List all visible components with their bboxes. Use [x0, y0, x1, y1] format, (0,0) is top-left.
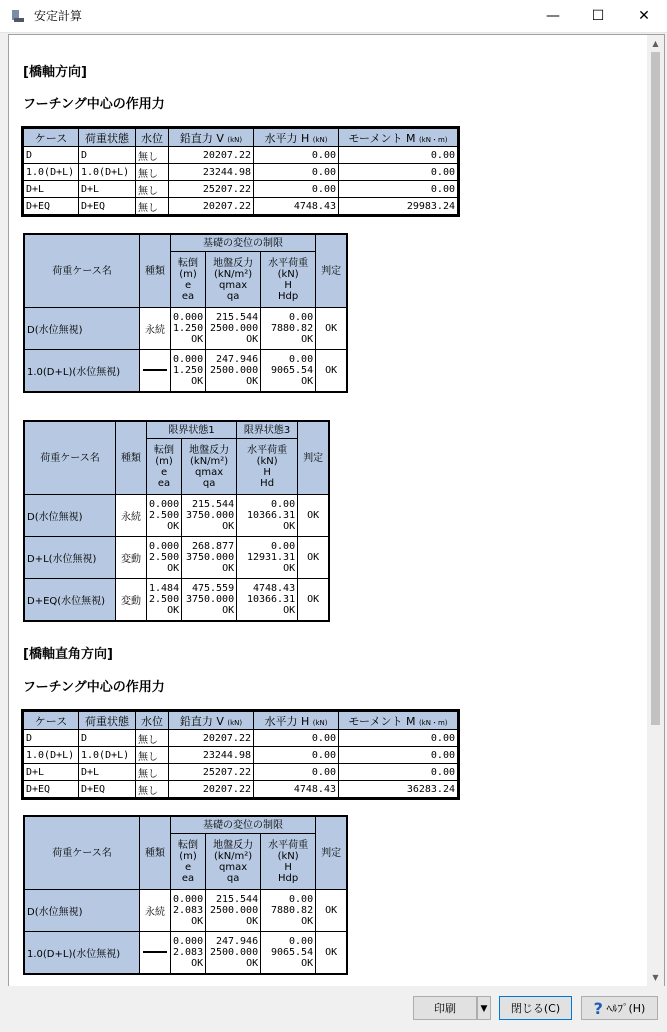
- force-cell: 無し: [136, 781, 169, 798]
- report-content[interactable]: [9, 35, 646, 986]
- force-cell: D: [79, 730, 136, 747]
- scroll-up-icon[interactable]: ▲: [652, 39, 659, 48]
- header-label: 水位: [141, 714, 163, 728]
- force-cell: 25207.22: [169, 764, 254, 781]
- value-cell: 0.000 2.500 OK: [147, 495, 182, 537]
- header-limit-state-3: 限界状態3: [237, 421, 298, 439]
- case-name-cell: 1.0(D+L)(水位無視): [24, 932, 140, 974]
- force-cell: 23244.98: [169, 747, 254, 764]
- table-row: [24, 730, 458, 747]
- force-cell: 0.00: [339, 181, 458, 198]
- header-judge: 判定: [316, 234, 348, 308]
- force-cell: 0.00: [339, 147, 458, 164]
- header-label: 水平力 H: [264, 131, 310, 145]
- value-cell: 0.000 2.083 OK: [171, 890, 206, 932]
- force-cell: 1.0(D+L): [79, 164, 136, 181]
- window-title: 安定計算: [34, 9, 83, 23]
- type-cell: 変動: [116, 537, 147, 579]
- force-header-cell: [24, 129, 79, 147]
- force-header-cell: [169, 129, 254, 147]
- type-cell: 永続: [140, 890, 171, 932]
- button-bar: [0, 986, 667, 1032]
- header-horizontal: 水平荷重 (kN) H Hdp: [261, 252, 316, 308]
- header-label: ケース: [34, 714, 68, 728]
- scroll-down-icon[interactable]: ▼: [652, 973, 659, 982]
- value-cell: 0.000 2.500 OK: [147, 537, 182, 579]
- table-row: [24, 181, 458, 198]
- type-cell: [140, 932, 171, 974]
- force-cell: 0.00: [339, 164, 458, 181]
- table-row: [24, 147, 458, 164]
- value-cell: 215.544 2500.000 OK: [206, 890, 261, 932]
- table-row: [24, 890, 347, 932]
- displacement-table-longitudinal: [23, 233, 348, 393]
- force-cell: 0.00: [254, 147, 339, 164]
- type-cell: 永続: [140, 308, 171, 350]
- force-cell: D+EQ: [24, 781, 79, 798]
- header-case-name: 荷重ケース名: [24, 816, 140, 890]
- force-cell: 36283.24: [339, 781, 458, 798]
- table-row: [24, 932, 347, 974]
- header-group: 基礎の変位の制限: [171, 234, 316, 252]
- header-label: 鉛直力 V: [179, 131, 224, 145]
- force-cell: 無し: [136, 198, 169, 215]
- value-cell: 215.544 2500.000 OK: [206, 308, 261, 350]
- force-cell: 25207.22: [169, 181, 254, 198]
- force-header-cell: [254, 129, 339, 147]
- force-cell: 0.00: [254, 747, 339, 764]
- force-cell: D+L: [79, 181, 136, 198]
- header-unit: (kN・m): [418, 135, 448, 144]
- header-unit: (kN): [312, 135, 328, 144]
- value-cell: 1.484 2.500 OK: [147, 579, 182, 621]
- force-cell: 無し: [136, 764, 169, 781]
- header-case-name: 荷重ケース名: [24, 234, 140, 308]
- force-header-cell: [136, 712, 169, 730]
- type-dash: [143, 951, 167, 953]
- force-cell: 0.00: [339, 747, 458, 764]
- force-table-longitudinal: [23, 128, 458, 215]
- header-limit-state-1: 限界状態1: [147, 421, 237, 439]
- header-judge: 判定: [316, 816, 348, 890]
- value-cell: 0.000 1.250 OK: [171, 308, 206, 350]
- force-cell: 29983.24: [339, 198, 458, 215]
- header-bearing: 地盤反力 (kN/m²) qmax qa: [182, 439, 237, 495]
- force-cell: 無し: [136, 181, 169, 198]
- value-cell: 0.00 9065.54 OK: [261, 350, 316, 392]
- header-type: 種類: [140, 816, 171, 890]
- force-table-transverse: [23, 711, 458, 798]
- force-cell: D: [24, 147, 79, 164]
- header-label: ケース: [34, 131, 68, 145]
- force-cell: D+L: [79, 764, 136, 781]
- close-button[interactable]: 閉じる(C): [499, 996, 572, 1020]
- force-cell: 0.00: [254, 730, 339, 747]
- judge-cell: OK: [316, 350, 348, 392]
- case-name-cell: 1.0(D+L)(水位無視): [24, 350, 140, 392]
- judge-cell: OK: [316, 932, 348, 974]
- value-cell: 247.946 2500.000 OK: [206, 350, 261, 392]
- vertical-scrollbar[interactable]: [647, 35, 664, 986]
- header-judge: 判定: [298, 421, 330, 495]
- minimize-button[interactable]: —: [546, 8, 560, 24]
- section-heading-transverse: [橋軸直角方向]: [23, 647, 113, 662]
- force-cell: 4748.43: [254, 781, 339, 798]
- case-name-cell: D(水位無視): [24, 495, 116, 537]
- header-label: 鉛直力 V: [179, 714, 224, 728]
- force-cell: 1.0(D+L): [24, 164, 79, 181]
- force-cell: D: [24, 730, 79, 747]
- type-cell: 変動: [116, 579, 147, 621]
- value-cell: 0.000 2.083 OK: [171, 932, 206, 974]
- force-cell: 無し: [136, 147, 169, 164]
- force-header-cell: [136, 129, 169, 147]
- scrollbar-thumb[interactable]: [651, 52, 660, 725]
- header-unit: (kN): [227, 135, 243, 144]
- header-unit: (kN): [227, 718, 243, 727]
- force-cell: 0.00: [254, 164, 339, 181]
- force-cell: 1.0(D+L): [79, 747, 136, 764]
- table-row: [24, 164, 458, 181]
- force-cell: 20207.22: [169, 198, 254, 215]
- force-cell: D+L: [24, 181, 79, 198]
- header-type: 種類: [116, 421, 147, 495]
- limit-state-table: [23, 420, 330, 622]
- header-overturn: 転倒 (m) e ea: [171, 252, 206, 308]
- force-header-cell: [169, 712, 254, 730]
- case-name-cell: D+EQ(水位無視): [24, 579, 116, 621]
- table-row: [24, 537, 329, 579]
- force-cell: 0.00: [254, 764, 339, 781]
- header-overturn: 転倒 (m) e ea: [171, 834, 206, 890]
- type-cell: 永続: [116, 495, 147, 537]
- value-cell: 215.544 3750.000 OK: [182, 495, 237, 537]
- force-cell: 0.00: [339, 730, 458, 747]
- type-dash: [143, 369, 167, 371]
- judge-cell: OK: [298, 579, 330, 621]
- force-header-cell: [79, 712, 136, 730]
- header-group: 基礎の変位の制限: [171, 816, 316, 834]
- judge-cell: OK: [316, 890, 348, 932]
- table-row: [24, 781, 458, 798]
- force-cell: D+EQ: [24, 198, 79, 215]
- value-cell: 268.877 3750.000 OK: [182, 537, 237, 579]
- header-label: 荷重状態: [85, 714, 129, 728]
- force-cell: D+EQ: [79, 781, 136, 798]
- judge-cell: OK: [298, 537, 330, 579]
- value-cell: 247.946 2500.000 OK: [206, 932, 261, 974]
- maximize-button[interactable]: ☐: [591, 8, 605, 24]
- section-subheading-1: フーチング中心の作用力: [23, 97, 165, 112]
- header-case-name: 荷重ケース名: [24, 421, 116, 495]
- force-cell: 0.00: [339, 764, 458, 781]
- force-cell: 20207.22: [169, 781, 254, 798]
- header-label: モーメント M: [348, 131, 416, 145]
- force-header-cell: [79, 129, 136, 147]
- table-row: [24, 747, 458, 764]
- force-cell: 無し: [136, 164, 169, 181]
- header-type: 種類: [140, 234, 171, 308]
- help-button[interactable]: [581, 996, 658, 1020]
- header-label: 水平力 H: [264, 714, 310, 728]
- force-header-cell: [339, 712, 458, 730]
- value-cell: 0.000 1.250 OK: [171, 350, 206, 392]
- help-label: ﾍﾙﾌﾟ(H): [606, 1002, 646, 1015]
- force-cell: D: [79, 147, 136, 164]
- header-horizontal: 水平荷重 (kN) H Hd: [237, 439, 298, 495]
- value-cell: 0.00 7880.82 OK: [261, 890, 316, 932]
- force-cell: 1.0(D+L): [24, 747, 79, 764]
- header-bearing: 地盤反力 (kN/m²) qmax qa: [206, 834, 261, 890]
- print-button[interactable]: 印刷: [413, 996, 477, 1020]
- section-subheading-2: フーチング中心の作用力: [23, 680, 165, 695]
- table-row: [24, 198, 458, 215]
- value-cell: 0.00 10366.31 OK: [237, 495, 298, 537]
- judge-cell: OK: [298, 495, 330, 537]
- type-cell: [140, 350, 171, 392]
- force-cell: 無し: [136, 730, 169, 747]
- table-row: [24, 579, 329, 621]
- header-label: 荷重状態: [85, 131, 129, 145]
- header-bearing: 地盤反力 (kN/m²) qmax qa: [206, 252, 261, 308]
- section-heading-longitudinal: [橋軸方向]: [23, 65, 87, 80]
- force-cell: 23244.98: [169, 164, 254, 181]
- table-row: [24, 764, 458, 781]
- force-cell: 0.00: [254, 181, 339, 198]
- header-unit: (kN): [312, 718, 328, 727]
- force-header-cell: [339, 129, 458, 147]
- header-horizontal: 水平荷重 (kN) H Hdp: [261, 834, 316, 890]
- case-name-cell: D(水位無視): [24, 308, 140, 350]
- value-cell: 0.00 9065.54 OK: [261, 932, 316, 974]
- force-cell: 20207.22: [169, 730, 254, 747]
- force-cell: 無し: [136, 747, 169, 764]
- force-cell: 20207.22: [169, 147, 254, 164]
- value-cell: 0.00 12931.31 OK: [237, 537, 298, 579]
- help-icon: ?: [593, 999, 603, 1018]
- judge-cell: OK: [316, 308, 348, 350]
- case-name-cell: D(水位無視): [24, 890, 140, 932]
- table-row: [24, 495, 329, 537]
- report-frame: [8, 34, 665, 987]
- close-window-button[interactable]: ✕: [638, 8, 650, 24]
- print-dropdown-icon[interactable]: ▼: [477, 996, 491, 1020]
- value-cell: 0.00 7880.82 OK: [261, 308, 316, 350]
- force-cell: D+L: [24, 764, 79, 781]
- header-overturn: 転倒 (m) e ea: [147, 439, 182, 495]
- header-label: 水位: [141, 131, 163, 145]
- displacement-table-transverse: [23, 815, 348, 975]
- force-header-cell: [24, 712, 79, 730]
- force-cell: 4748.43: [254, 198, 339, 215]
- header-label: モーメント M: [348, 714, 416, 728]
- force-header-cell: [254, 712, 339, 730]
- title-bar: [0, 0, 667, 33]
- case-name-cell: D+L(水位無視): [24, 537, 116, 579]
- header-unit: (kN・m): [418, 718, 448, 727]
- app-icon: [10, 8, 26, 24]
- value-cell: 4748.43 10366.31 OK: [237, 579, 298, 621]
- value-cell: 475.559 3750.000 OK: [182, 579, 237, 621]
- table-row: [24, 308, 347, 350]
- table-row: [24, 350, 347, 392]
- force-cell: D+EQ: [79, 198, 136, 215]
